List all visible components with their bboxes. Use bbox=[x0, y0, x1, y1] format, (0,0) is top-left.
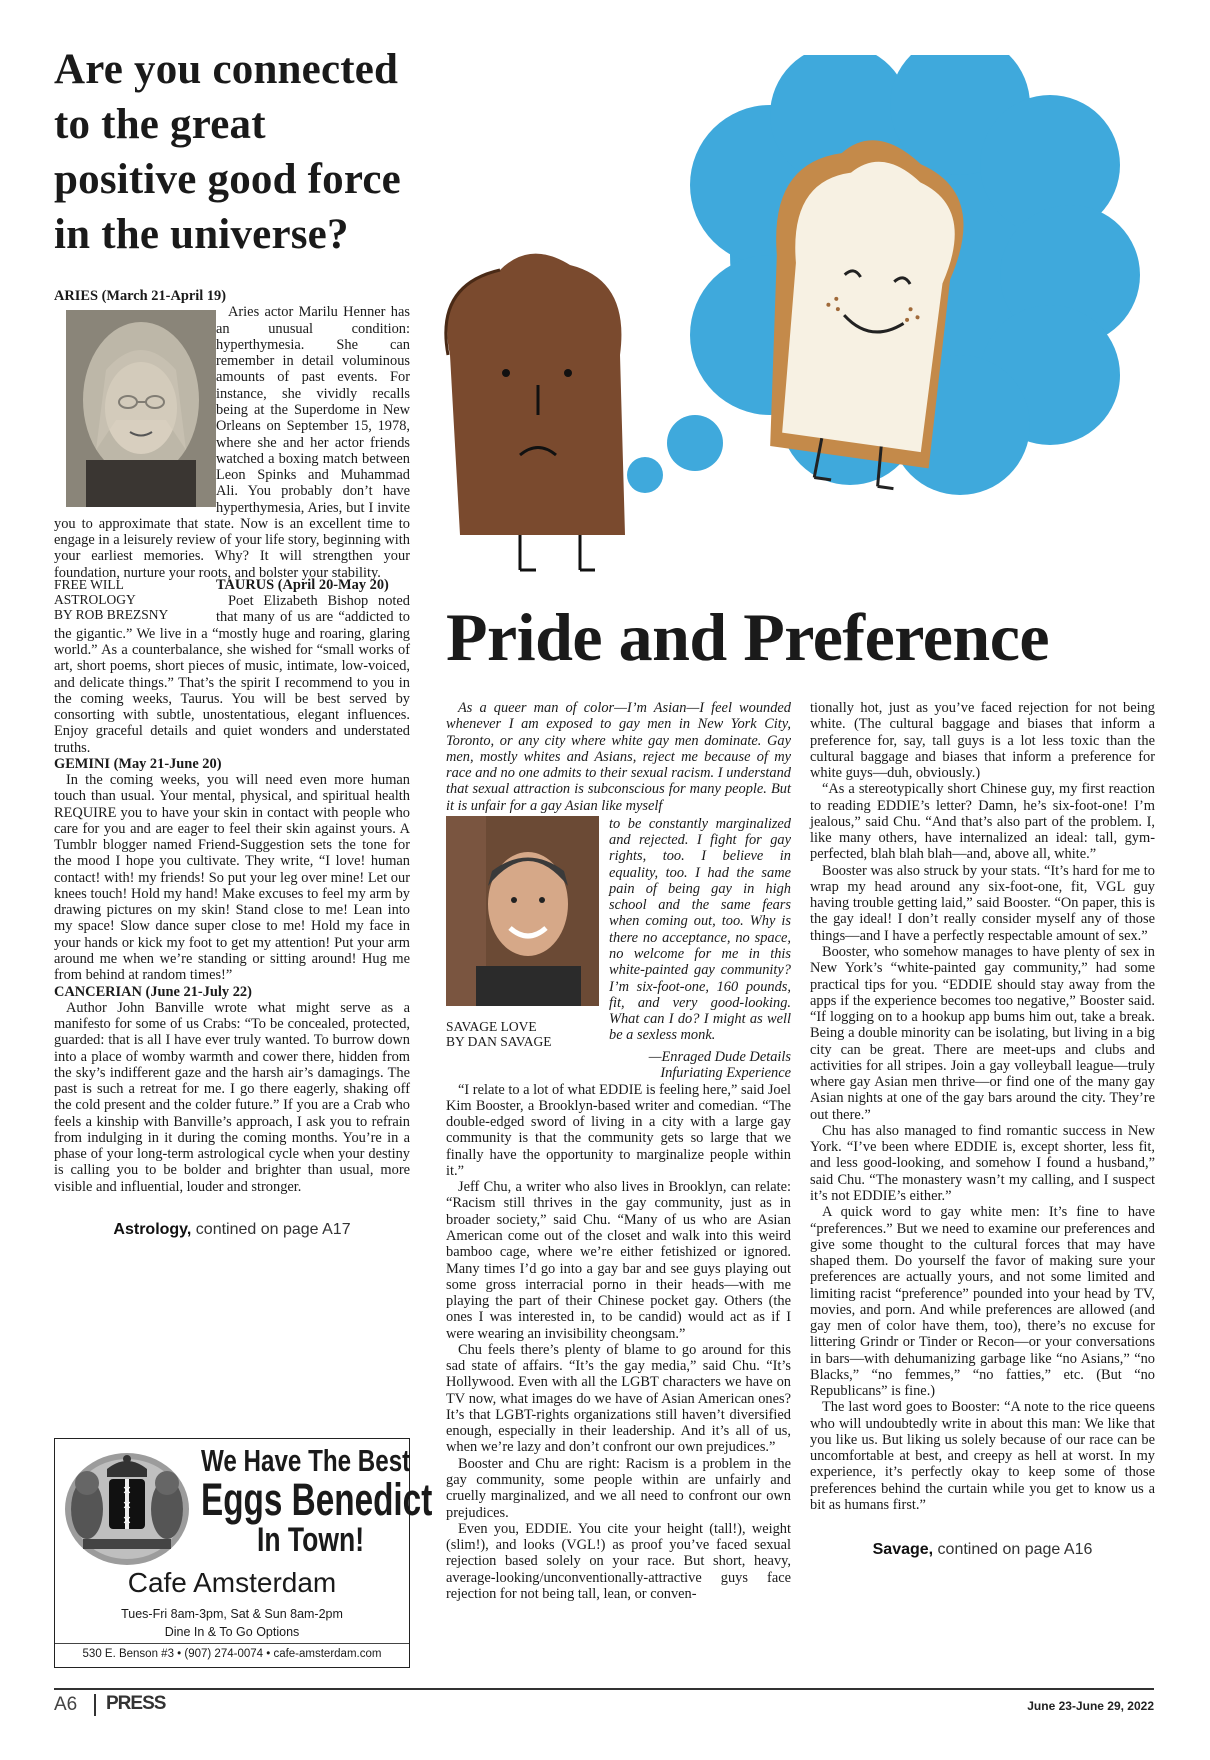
gemini-section bbox=[54, 756, 410, 984]
mid-paragraph: “I relate to a lot of what EDDIE is feeling here,” said Joel Kim Booster, a Brooklyn-based writer and comedian. “The double-edged sword of living in a city with a large gay community is that the community gets so large that we finally have the opportunity to marginalize people within it.” bbox=[446, 1081, 791, 1179]
savage-column-right bbox=[810, 700, 1155, 1559]
astrology-column bbox=[54, 42, 410, 1239]
cancer-text: Author John Banville wrote what might serve as a manifesto for some of us Crabs: “To be concealed, protected, guarded: that is all I have ever truly wanted. To burrow down into a place of womby warmth and cower there, hidden from the sky’s indifferent gaze and the harsh air’s damagings. The past is such a retreat for me. I go there eagerly, shaking off the cold present and the colder future.” If you are a Crab who feels a kinship with Banville’s approach, I ask you to refrain from indulging in it during the coming months. You’re in a phase of your long-term astrological cycle when your destiny is calling you to be bolder and brighter than usual, more visible and influential, louder and stronger. bbox=[54, 999, 410, 1195]
footer-divider bbox=[94, 1694, 96, 1716]
svg-text:✕: ✕ bbox=[122, 1484, 132, 1497]
ad-headline-1: We Have The Best bbox=[201, 1443, 411, 1478]
rob-brezsny-photo bbox=[66, 310, 216, 507]
gemini-heading: GEMINI (May 21-June 20) bbox=[54, 755, 222, 772]
taurus-heading: TAURUS (April 20-May 20) bbox=[216, 576, 389, 593]
letter-continuation: to be constantly marginalized and rejected. I fight for gay rights, too. I believe in equality, too. I had the same pain of being gay in high school and the same fears when coming out, too. Why is there no acceptance, no space, no welcome for me in this white-painted gay community? I’m six-foot-one, 160 pounds, fit, and very good-looking. What can I do? I might as well be a sexless monk. bbox=[609, 815, 791, 1044]
astrology-continued[interactable]: Astrology, contined on page A17 bbox=[113, 1221, 351, 1238]
right-paragraph: The last word goes to Booster: “A note to the rice queens who will undoubtedly write in about this man: We like that you like us. But liking us solely because of our race can be uncomfortable at best, and creepy as hell at worst. In my experience, it’s perfectly okay to keep some of those preferences behind the curtain while you get to know us a bit as humans first.” bbox=[810, 1399, 1155, 1514]
savage-title: Pride and Preference bbox=[446, 599, 1050, 675]
footer-rule bbox=[54, 1688, 1154, 1690]
right-paragraph: Chu has also managed to find romantic success in New York. “I’ve been where EDDIE is, except shorter, less fit, and less good-looking, and somehow I found a husband,” said Chu. “The monastery wasn’t my calling, and I suspect it’s not EDDIE’s either.” bbox=[810, 1122, 1155, 1204]
dan-savage-photo bbox=[446, 816, 599, 1006]
right-paragraph: “As a stereotypically short Chinese guy, my first reaction to reading EDDIE’s letter? Damn, he’s six-foot-one! I’m jealous,” said Chu. “And that’s also part of the problem. I, like many others, have internalized an ideal: tall, gym-perfected, blah blah blah—and, above all, white.” bbox=[810, 781, 1155, 863]
mid-paragraph: Jeff Chu, a writer who also lives in Brooklyn, can relate: “Racism still thrives in the gay community, just as in broader society,” said Chu. “Many of us who are Asian American come out of the closet and walk into this weird bamboo cage, where we’re either fetishized or ignored. Many times I’d go into a gay bar and see guys playing out some gross interracial porno in their heads—with me playing the part of their Chinese pocket gay. Others (the ones I was interested in, to be candid) would act as if I were wearing an invisibility cheongsam.” bbox=[446, 1179, 791, 1342]
mid-paragraph: Booster and Chu are right: Racism is a problem in the gay community, some people within are unfairly and cruelly marginalized, and we all need to confront our own prejudices. bbox=[446, 1455, 791, 1521]
press-logo[interactable]: PRESS bbox=[106, 1693, 166, 1714]
cancer-heading: CANCERIAN (June 21-July 22) bbox=[54, 983, 252, 1000]
right-paragraph: A quick word to gay white men: It’s fine to have “preferences.” But we need to examine our preferences and give some thought to the cultural forces that may have shaped them. Do yourself the favor of making sure your preferences are actually yours, and not some limited and limiting racist “preference” pounded into your head by TV, movies, and porn. And while preferences are allowed (and gay men of color have them, too), there’s no excuse for littering Grindr or Tinder or Recon—or your conversations in bars—with dehumanizing garbage like “no Asians,” “no Blacks,” “no femmes,” “no fatties,” etc. (But “no Republicans” is fine.) bbox=[810, 1204, 1155, 1400]
astrology-headline: Are you connected to the great positive good force in the universe? bbox=[54, 46, 401, 259]
ad-cafe-name: Cafe Amsterdam bbox=[127, 1567, 337, 1598]
issue-date: June 23-June 29, 2022 bbox=[1027, 1699, 1154, 1713]
cafe-amsterdam-ad[interactable] bbox=[54, 1438, 433, 1668]
cancer-section bbox=[54, 984, 410, 1195]
ad-divider bbox=[55, 1643, 409, 1644]
mid-paragraph: Even you, EDDIE. You cite your height (tall!), weight (slim!), and looks (VGL!) as proof you’ve faced sexual rejection based solely on your race. But short, heavy, average-looking/unconventionally-attractive guys face rejection for not being tall, lean, or conven- bbox=[446, 1520, 791, 1602]
savage-column-middle bbox=[446, 700, 791, 1602]
ad-headline-2: Eggs Benedict bbox=[201, 1474, 433, 1525]
right-paragraph: Booster was also struck by your stats. “It’s hard for me to wrap my head around any six-foot-one, fit, VGL guy having trouble getting laid,” said Booster. “On paper, this is the gay ideal! I don’t really consider myself any of those things—and I have a perfectly respectable amount of sex.” bbox=[810, 862, 1155, 944]
letter-intro: As a queer man of color—I’m Asian—I feel wounded whenever I am exposed to gay men in New York City, Toronto, or any city where white gay men dominate. Gay men, mostly whites and Asians, reject me because of my race and no one admits to their sexual racism. I understand that sexual attraction is subconscious for many people. But it is unfair for a gay Asian like myself bbox=[446, 700, 791, 814]
taurus-section bbox=[54, 577, 410, 756]
brezsny-photo-wrap bbox=[54, 310, 204, 511]
savage-continued[interactable]: Savage, contined on page A16 bbox=[872, 1541, 1093, 1559]
aries-text: Aries actor Marilu Henner has an unusual condition: hyperthymesia. She can remember in detail voluminous amounts of past events. For instance, she vividly recalls being at the Superdome in New Orleans on September 15, 1978, where she and her actor friends watched a boxing match between Leon Spinks and Muhammad Ali. You probably don’t have hyperthymesia, Aries, but I invite you to approximate that state. Now is an excellent time to engage in a leisurely review of your life story, beginning with your earliest memories. Why? It will strengthen your foundation, nurture your roots, and bolster your stability. bbox=[54, 304, 410, 581]
astrology-byline: FREE WILL ASTROLOGY BY ROB BREZSNY bbox=[54, 576, 169, 623]
aries-heading: ARIES (March 21-April 19) bbox=[54, 288, 227, 305]
svg-text:✕: ✕ bbox=[122, 1499, 132, 1512]
amsterdam-crest-icon bbox=[63, 1447, 191, 1567]
savage-byline: SAVAGE LOVE BY DAN SAVAGE bbox=[446, 1018, 552, 1049]
right-paragraph: Booster, who somehow manages to have plenty of sex in New York’s “white-painted gay community,” had some practical tips for you. “EDDIE should stay away from the apps if the experience becomes too negative,” Booster said. “If logging on to a hookup app bums him out, take a break. Being a double minority can be isolating, but living in a big city can be great. There are meet-ups and clubs and activities for all stripes. Join a gay volleyball league—truly where gay Asian men thrive—or find one of the many gay Asian nights at one of the gay bars around the city. They’re out there.” bbox=[810, 943, 1155, 1123]
taurus-text: Poet Elizabeth Bishop noted that many of us are “addicted to the gigantic.” We live in a “mostly huge and roaring, glaring world.” As a counterbalance, she wished for “small works of art, short poems, short pieces of music, intimate, low-voiced, and delicate things.” That’s the spirit I recommend to you in the coming weeks, Taurus. You will be best served by consorting with subtle, unostentatious, elegant influences. Enjoy graceful details and quiet wonders and understated truths. bbox=[54, 593, 410, 756]
ad-hours: Tues-Fri 8am-3pm, Sat & Sun 8am-2pm bbox=[121, 1607, 343, 1621]
gemini-text: In the coming weeks, you will need even more human touch than usual. Your mental, physical, and spiritual health REQUIRE you to have your skin in contact with people who care for you and are eager to feel their skin against yours. A Tumblr blogger named Friend-Suggestion sets the tone for the mood I hope you cultivate. They write, “I love! human contact! with! my friends! So put your leg over mine! Let our knees touch! Hold my hand! Make excuses to feel my arm by drawing pictures on my skin! Stand close to me! Lean into my space! Slow dance super close to me! Hold my face in your hands or kick my foot to get my attention! Put your arm around me when we’re standing or sitting around! Hug me from behind at random times!” bbox=[54, 772, 410, 984]
page-number: A6 bbox=[54, 1694, 78, 1715]
mid-paragraph: Chu feels there’s plenty of blame to go around for this sad state of affairs. “It’s the gay media,” said Chu. “It’s Hollywood. Even with all the LGBT characters we have on TV now, what images do we have of Asian American ones? It’s that LGBT-rights organizations still haven’t diversified enough, especially in their leadership. And it’s all of us, when we’re lazy and don’t confront our own prejudices.” bbox=[446, 1341, 791, 1456]
sad-toast bbox=[446, 254, 625, 570]
right-first-paragraph: tionally hot, just as you’ve faced rejection for not being white. (The cultural baggage and biases that inform a preference for, say, tall guys is a lot less toxic than the cultural baggage and biases that inform a preference for white guys—duh, obviously.) bbox=[810, 700, 1155, 782]
aries-section bbox=[54, 288, 410, 581]
ad-contact: 530 E. Benson #3 • (907) 274-0074 • cafe-amsterdam.com bbox=[82, 1648, 382, 1660]
letter-wrap-block bbox=[446, 816, 791, 1082]
toast-illustration bbox=[440, 55, 1150, 595]
svg-text:✕: ✕ bbox=[122, 1514, 132, 1527]
ad-headline-3: In Town! bbox=[257, 1521, 365, 1559]
savage-photo-block bbox=[446, 816, 599, 1049]
ad-service: Dine In & To Go Options bbox=[164, 1625, 300, 1639]
letter-signoff: —Enraged Dude Details Infuriating Experience bbox=[648, 1049, 791, 1082]
